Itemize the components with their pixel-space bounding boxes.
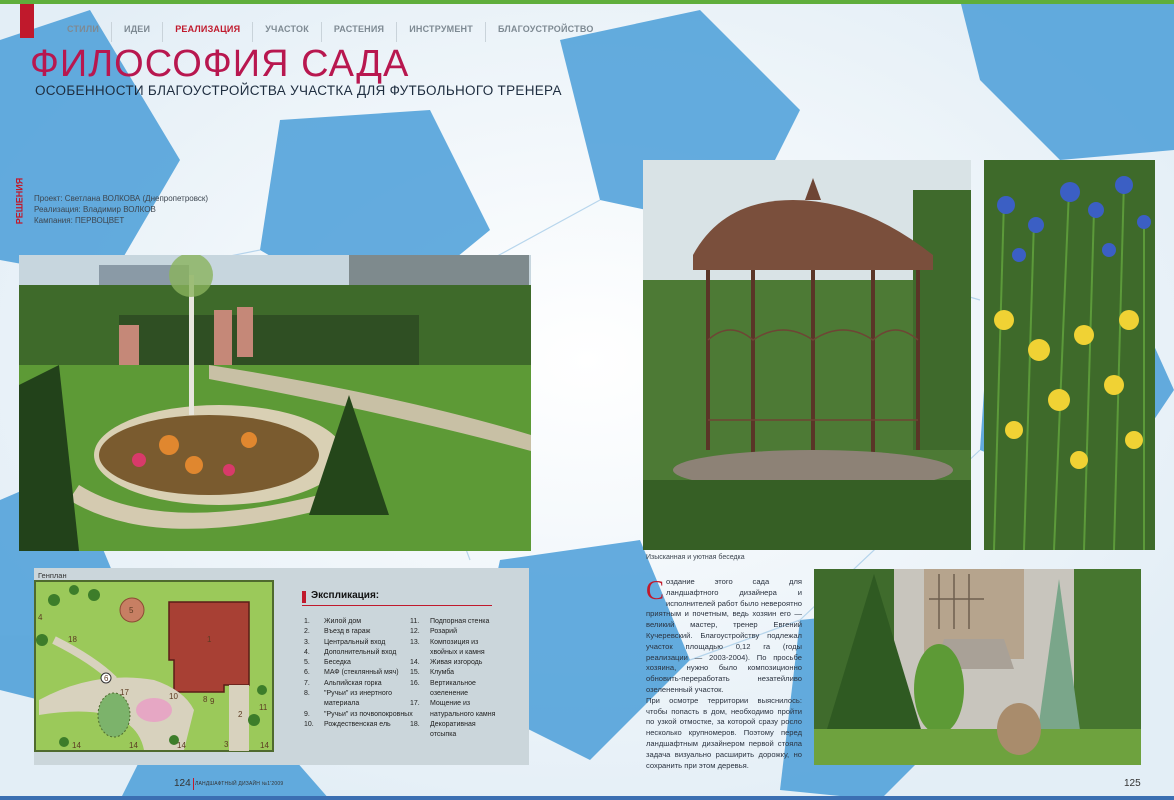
explication-number: 13. [410, 638, 420, 646]
plan-marker-6: 6 [104, 674, 109, 683]
explication-item [410, 720, 498, 741]
article-title: ФИЛОСОФИЯ САДА [30, 43, 410, 85]
explication-number: 9. [304, 710, 310, 718]
explication-item [304, 648, 414, 658]
explication-item [410, 617, 498, 627]
explication-list-left [304, 617, 414, 730]
footer-divider [193, 778, 194, 790]
explication-item [410, 679, 498, 700]
top-color-bar [0, 0, 1174, 4]
explication-number: 16. [410, 679, 420, 687]
explication-text: Вертикальное озеленение [430, 679, 476, 698]
explication-text: Беседка [324, 659, 351, 667]
plan-marker-18: 18 [68, 635, 77, 644]
explication-text: Альпийская горка [324, 679, 382, 687]
plan-marker-3: 3 [224, 740, 229, 749]
explication-number: 5. [304, 659, 310, 667]
section-label-text: РЕШЕНИЯ [14, 177, 25, 225]
explication-item [304, 617, 414, 627]
explication-number: 1. [304, 618, 310, 625]
explication-number: 11. [410, 618, 420, 625]
explication-text: Дополнительный вход [324, 648, 397, 656]
explication-number: 8. [304, 690, 310, 698]
explication-item [410, 638, 498, 659]
article-paragraph-2: При осмотре территории выяснилось: чтобы попасть в дом, необходимо пройти по узкой отмостке, за которой сразу росло несколько крупномеров. Поэтому перед ландшафтным дизайнером первой стояла задача визуально расширить дорожку, но сохранить при этом деревья. [646, 695, 802, 770]
explication-number: 10. [304, 720, 314, 728]
credits [34, 193, 208, 226]
plan-marker-14b: 14 [129, 741, 138, 750]
plan-marker-14a: 14 [72, 741, 81, 750]
explication-text: Подпорная стенка [430, 618, 490, 625]
explication-number: 2. [304, 628, 310, 636]
explication-item [304, 679, 414, 689]
plan-marker-5: 5 [129, 606, 134, 615]
explication-number: 14. [410, 659, 420, 667]
explication-item [410, 668, 498, 678]
explication-text: Въезд в гараж [324, 628, 371, 636]
article-paragraph-1: оздание этого сада для ландшафтного дизайнера и исполнителей работ было невероятно приятным и почетным, ведь хозяин его — великий мастер, тренер Евгений Кучеревский. Благоустройству подлежал участок площадью 0,12 га (годы реализации — 2003-2004). По просьбе хозяина, нужно было композиционно обновить-переработать незатейливо озелененный участок. [646, 577, 802, 694]
explication-text: Клумба [430, 669, 455, 677]
explication-list-right [410, 617, 498, 741]
nav-item-landscaping[interactable]: БЛАГОУСТРОЙСТВО [485, 22, 606, 42]
explication-text: Мощение из натурального камня [430, 700, 496, 718]
explication-item [304, 638, 414, 648]
plan-marker-14d: 14 [260, 741, 269, 750]
article-body [646, 577, 802, 771]
nav-item-tools[interactable]: ИНСТРУМЕНТ [396, 22, 485, 42]
explication-text: "Ручьи" из почвопокровных [324, 710, 413, 718]
explication-item [410, 658, 498, 668]
site-plan-drawing [34, 580, 274, 752]
page-number-right: 125 [1124, 778, 1141, 789]
explication-number: 18. [410, 720, 420, 728]
explication-heading: Экспликация: [302, 590, 492, 606]
explication-text: МАФ (стеклянный мяч) [324, 669, 399, 677]
explication-text: Жилой дом [324, 618, 362, 625]
gazebo-photo [643, 160, 971, 550]
explication-number: 12. [410, 628, 420, 636]
gazebo-caption: Изысканная и уютная беседка [646, 554, 745, 561]
conifers-photo [814, 569, 1141, 765]
plan-marker-2: 2 [238, 710, 243, 719]
explication-item [410, 699, 498, 720]
explication-text: Декоративная отсыпка [430, 720, 476, 739]
explication-number: 6. [304, 669, 310, 677]
explication-number: 17. [410, 700, 420, 708]
explication-item [304, 720, 414, 730]
nav-item-implementation[interactable]: РЕАЛИЗАЦИЯ [162, 22, 252, 42]
plan-marker-11: 11 [259, 703, 268, 712]
garden-photo [19, 255, 531, 551]
site-plan-label: Генплан [38, 571, 67, 580]
explication-text: Композиция из хвойных и камня [430, 638, 485, 656]
nav-item-ideas[interactable]: ИДЕИ [111, 22, 162, 42]
plan-marker-9: 9 [210, 697, 215, 706]
page-number-left: 124 [174, 778, 191, 789]
article-dropcap: С [646, 575, 665, 605]
bottom-color-bar [0, 796, 1174, 800]
flowers-photo [984, 160, 1155, 550]
explication-number: 4. [304, 648, 310, 656]
magazine-name: ЛАНДШАФТНЫЙ ДИЗАЙН №1'2009 [195, 781, 284, 787]
credit-implementation: Реализация: Владимир ВОЛКОВ [34, 205, 156, 214]
nav-item-plants[interactable]: РАСТЕНИЯ [321, 22, 396, 42]
explication-text: Рождественская ель [324, 720, 391, 728]
plan-marker-4: 4 [38, 613, 43, 622]
section-nav [55, 22, 606, 42]
plan-marker-17: 17 [120, 688, 129, 697]
section-label [6, 177, 25, 225]
explication-item [304, 627, 414, 637]
article-subtitle: ОСОБЕННОСТИ БЛАГОУСТРОЙСТВА УЧАСТКА ДЛЯ ФУТБОЛЬНОГО ТРЕНЕРА [35, 83, 562, 98]
plan-marker-8: 8 [203, 695, 208, 704]
explication-item [304, 689, 414, 710]
red-corner-tab [20, 4, 34, 38]
explication-number: 7. [304, 679, 310, 687]
explication-text: Живая изгородь [430, 659, 483, 667]
plan-marker-1: 1 [207, 635, 212, 644]
explication-text: Розарий [430, 628, 457, 636]
nav-item-styles[interactable]: СТИЛИ [67, 24, 100, 34]
explication-text: "Ручьи" из инертного материала [324, 690, 393, 708]
explication-number: 3. [304, 638, 310, 646]
explication-item [304, 710, 414, 720]
plan-marker-10: 10 [169, 692, 178, 701]
explication-text: Центральный вход [324, 638, 386, 646]
explication-item [304, 668, 414, 678]
credit-company: Кампания: ПЕРВОЦВЕТ [34, 216, 125, 225]
credit-project: Проект: Светлана ВОЛКОВА (Днепропетровск) [34, 194, 209, 203]
explication-item [410, 627, 498, 637]
plan-marker-14c: 14 [177, 741, 186, 750]
explication-item [304, 658, 414, 668]
explication-number: 15. [410, 669, 420, 677]
nav-item-plot[interactable]: УЧАСТОК [252, 22, 321, 42]
